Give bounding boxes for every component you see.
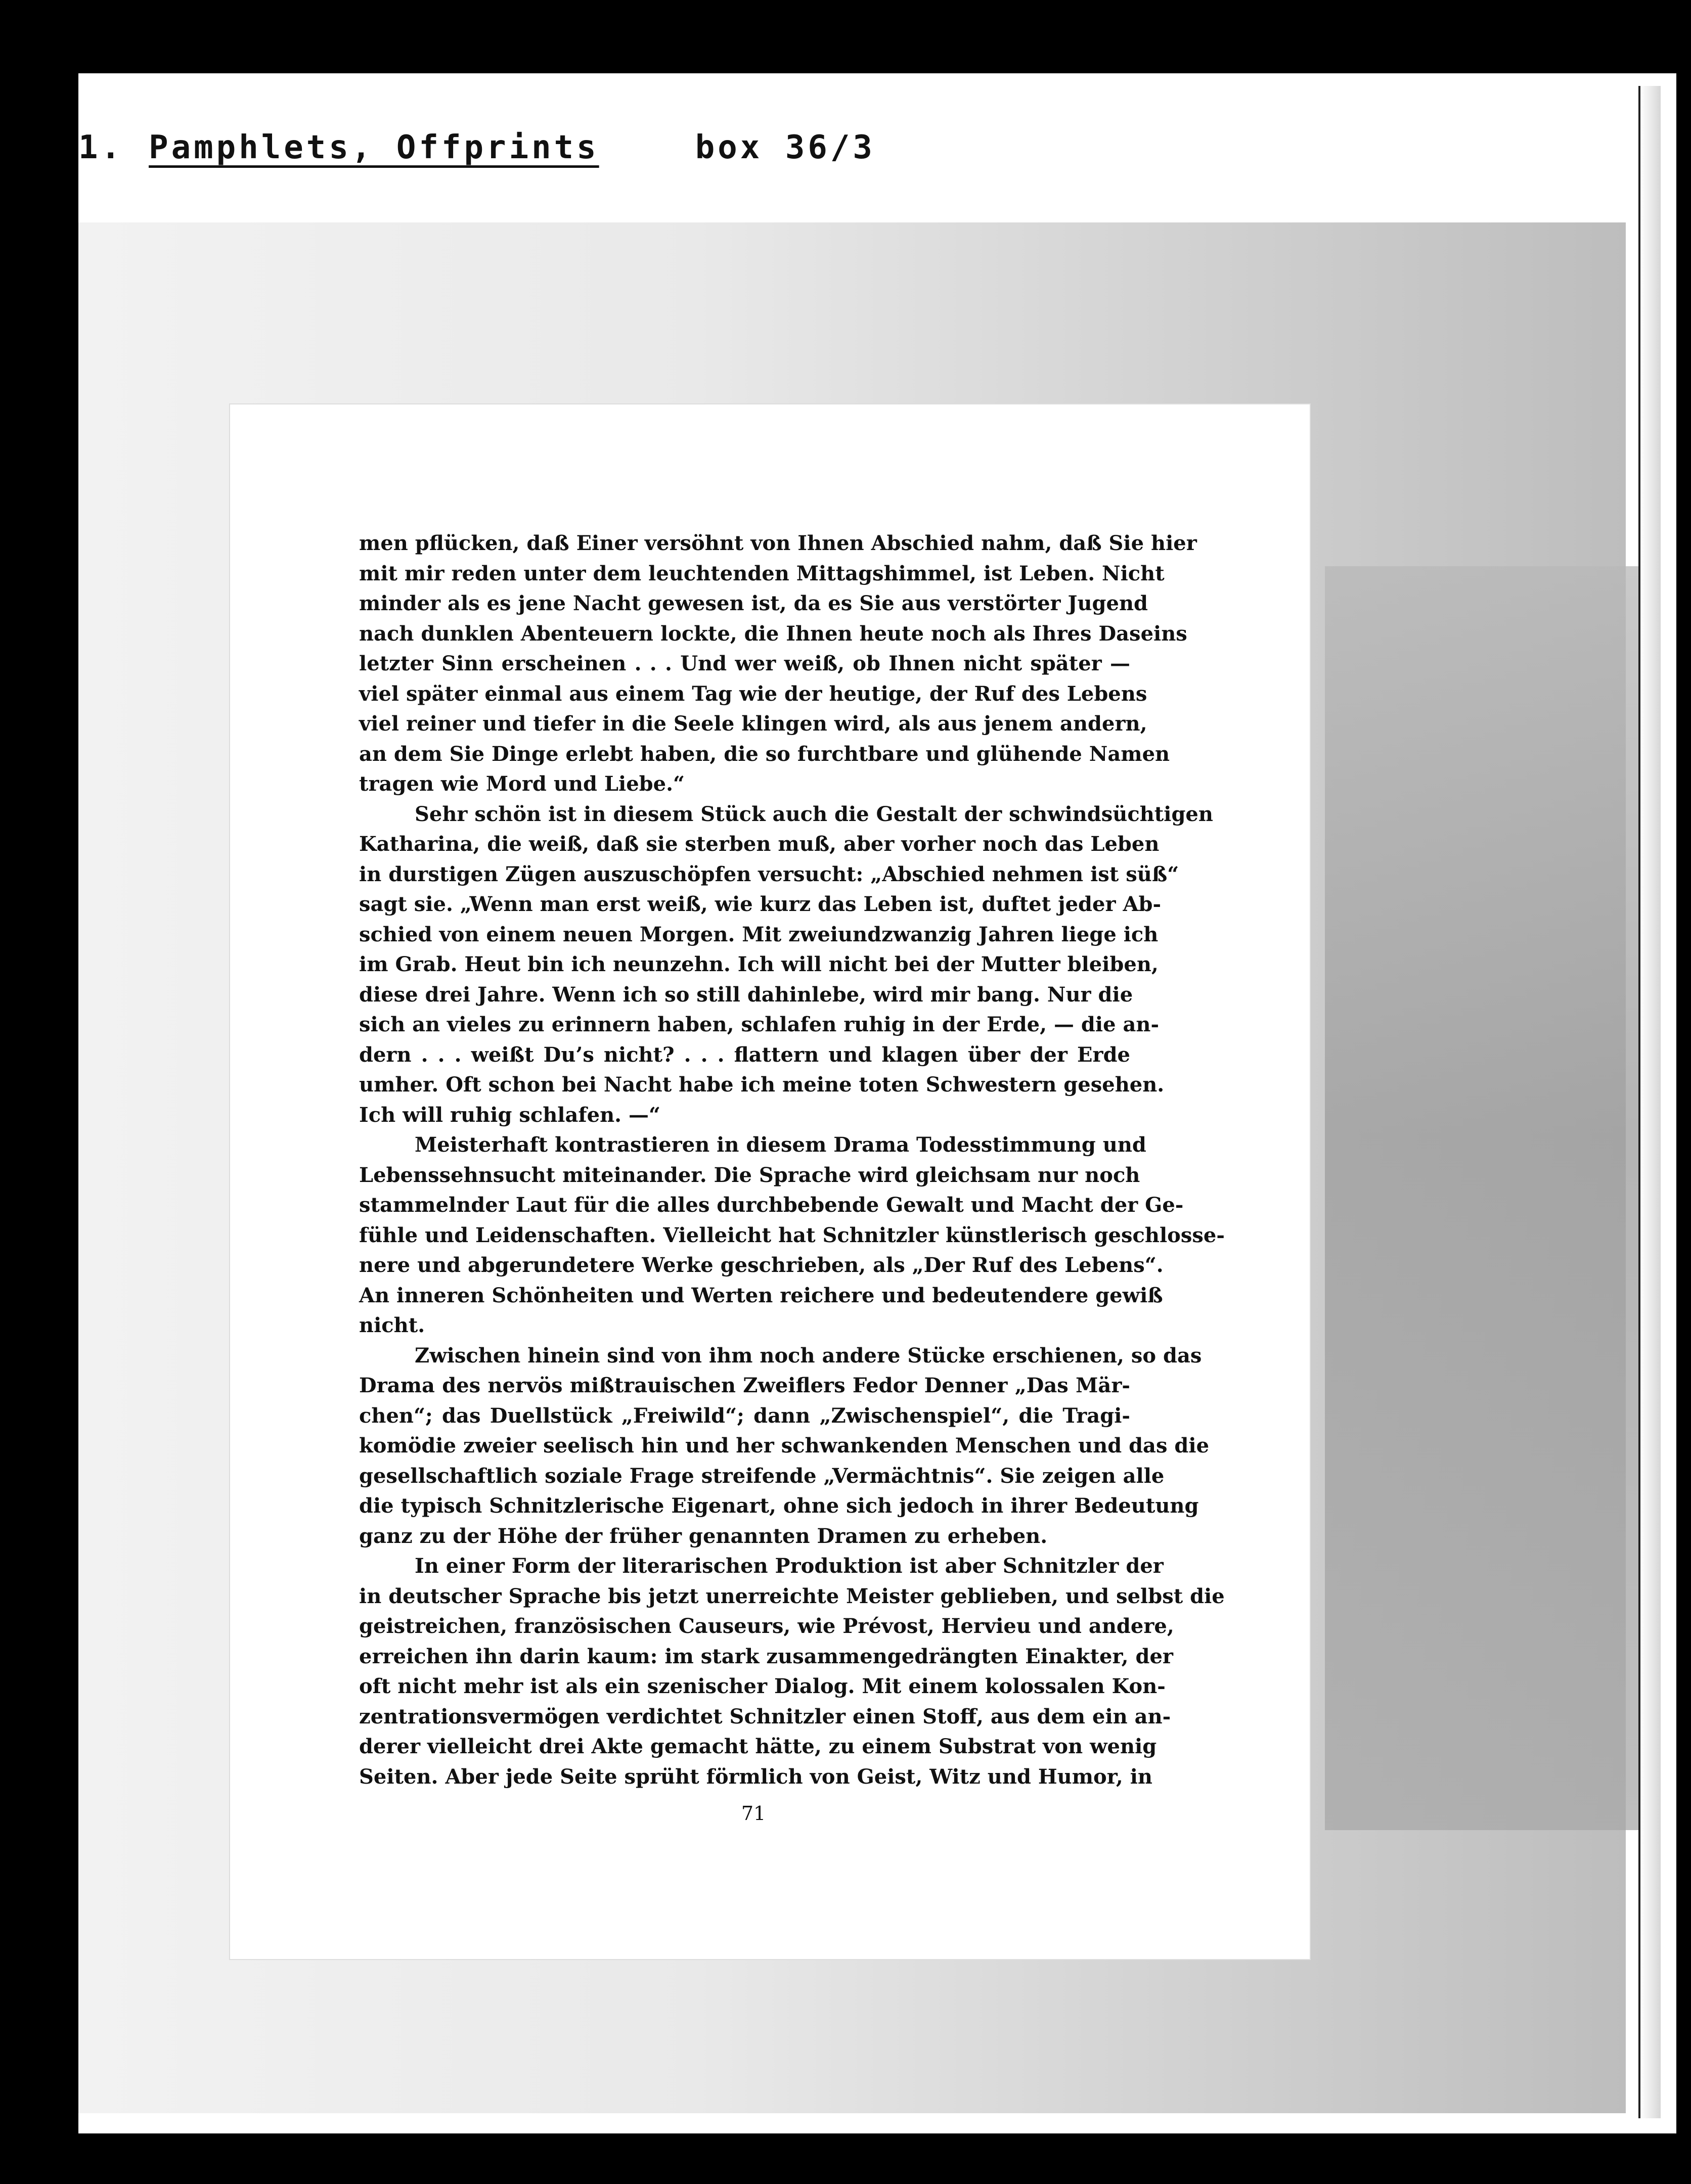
text-line: mit mir reden unter dem leuchtenden Mittagshimmel, ist Leben. Nicht [359,561,1165,585]
text-line: nach dunklen Abenteuern lockte, die Ihnen heute noch als Ihres Daseins [359,621,1187,646]
page-number: 71 [741,1802,766,1825]
text-line: ganz zu der Höhe der früher genannten Dramen zu erheben. [359,1524,1048,1548]
text-line: letzter Sinn erscheinen . . . Und wer weiß, ob Ihnen nicht später — [359,652,1130,675]
text-line: chen“; das Duellstück „Freiwild“; dann „Zwischenspiel“, die Tragi- [359,1403,1130,1428]
text-line: viel später einmal aus einem Tag wie der heutige, der Ruf des Lebens [359,681,1147,706]
text-line: erreichen ihn darin kaum: im stark zusammengedrängten Einakter, der [359,1644,1173,1668]
text-line: tragen wie Mord und Liebe.“ [359,772,685,796]
body-text [359,528,1225,1792]
text-line: Drama des nervös mißtrauischen Zweiflers Fedor Denner „Das Mär- [359,1374,1130,1397]
text-line: diese drei Jahre. Wenn ich so still dahinlebe, wird mir bang. Nur die [359,982,1133,1007]
text-line: dern . . . weißt Du’s nicht? . . . flattern und klagen über der Erde [359,1042,1130,1067]
text-line: viel reiner und tiefer in die Seele klingen wird, als aus jenem andern, [359,712,1147,736]
text-line: stammelnder Laut für die alles durchbebende Gewalt und Macht der Ge- [359,1193,1184,1217]
text-line: Katharina, die weiß, daß sie sterben muß, aber vorher noch das Leben [359,832,1160,856]
folder-edge [1638,86,1661,2118]
text-line: An inneren Schönheiten und Werten reichere und bedeutendere gewiß [359,1283,1163,1307]
header-box: box 36/3 [695,129,875,166]
text-line: minder als es jene Nacht gewesen ist, da es Sie aus verstörter Jugend [359,592,1148,615]
text-line: umher. Oft schon bei Nacht habe ich meine toten Schwestern gesehen. [359,1073,1165,1097]
text-line: im Grab. Heut bin ich neunzehn. Ich will nicht bei der Mutter bleiben, [359,952,1159,976]
text-line: Seiten. Aber jede Seite sprüht förmlich von Geist, Witz und Humor, in [359,1764,1153,1789]
text-line: schied von einem neuen Morgen. Mit zweiundzwanzig Jahren liege ich [359,922,1159,946]
text-line: in durstigen Zügen auszuschöpfen versucht: „Abschied nehmen ist süß“ [359,862,1179,886]
text-line: an dem Sie Dinge erlebt haben, die so furchtbare und glühende Namen [359,742,1170,766]
text-line: Ich will ruhig schlafen. —“ [359,1103,661,1127]
text-line: oft nicht mehr ist als ein szenischer Dialog. Mit einem kolossalen Kon- [359,1674,1166,1698]
text-line: sich an vieles zu erinnern haben, schlafen ruhig in der Erde, — die an- [359,1013,1160,1036]
text-line: In einer Form der literarischen Produktion ist aber Schnitzler der [415,1554,1164,1578]
text-line: zentrationsvermögen verdichtet Schnitzler einen Stoff, aus dem ein an- [359,1704,1171,1728]
text-line: geistreichen, französischen Causeurs, wie Prévost, Hervieu und andere, [359,1614,1174,1638]
text-line: komödie zweier seelisch hin und her schwankenden Menschen und das die [359,1434,1210,1458]
text-line: derer vielleicht drei Akte gemacht hätte, zu einem Substrat von wenig [359,1735,1157,1758]
text-line: sagt sie. „Wenn man erst weiß, wie kurz das Leben ist, duftet jeder Ab- [359,892,1162,916]
text-line: Sehr schön ist in diesem Stück auch die Gestalt der schwindsüchtigen [415,802,1213,826]
text-line: nicht. [359,1313,425,1337]
folder-shadow [1325,566,1638,1830]
text-line: nere und abgerundetere Werke geschrieben, als „Der Ruf des Lebens“. [359,1253,1164,1277]
archive-header [78,129,875,166]
header-category: Pamphlets, Offprints [149,129,599,166]
text-line: die typisch Schnitzlerische Eigenart, ohne sich jedoch in ihrer Bedeutung [359,1494,1199,1518]
header-number: 1. [78,129,124,166]
text-line: gesellschaftlich soziale Frage streifende „Vermächtnis“. Sie zeigen alle [359,1464,1165,1488]
text-line: Zwischen hinein sind von ihm noch andere Stücke erschienen, so das [415,1343,1202,1368]
text-line: Lebenssehnsucht miteinander. Die Sprache wird gleichsam nur noch [359,1163,1140,1187]
text-line: fühle und Leidenschaften. Vielleicht hat Schnitzler künstlerisch geschlosse- [359,1223,1225,1247]
text-line: Meisterhaft kontrastieren in diesem Drama Todesstimmung und [415,1133,1146,1157]
text-line: in deutscher Sprache bis jetzt unerreichte Meister geblieben, und selbst die [359,1584,1225,1608]
text-line: men pflücken, daß Einer versöhnt von Ihnen Abschied nahm, daß Sie hier [359,531,1197,555]
